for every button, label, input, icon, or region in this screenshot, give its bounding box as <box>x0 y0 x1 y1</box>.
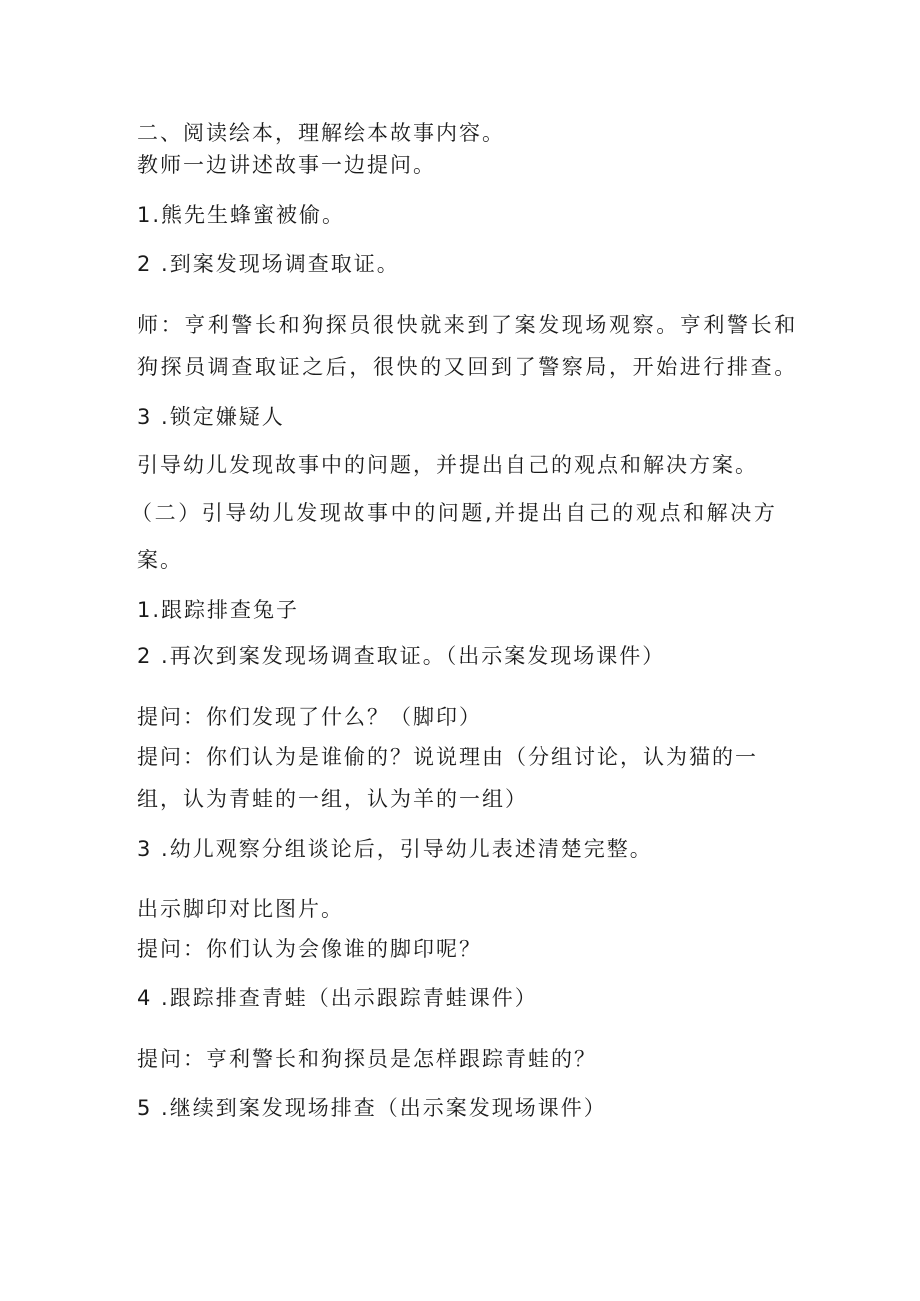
paragraph-line: 师：亨利警长和狗探员很快就来到了案发现场观察。亨利警长和 <box>137 313 798 337</box>
list-item: 3 .锁定嫌疑人 <box>137 405 285 429</box>
list-item: 1.跟踪排查兔子 <box>137 598 300 622</box>
list-item: 1.熊先生蜂蜜被偷。 <box>137 203 346 227</box>
list-item: 3 .幼儿观察分组谈论后，引导幼儿表述清楚完整。 <box>137 837 653 861</box>
paragraph-line: 狗探员调查取证之后，很快的又回到了警察局，开始进行排查。 <box>137 355 798 379</box>
paragraph-line: 提问：你们认为会像谁的脚印呢？ <box>137 937 482 961</box>
paragraph-line: 提问：你们发现了什么？（脚印） <box>137 705 482 729</box>
paragraph-line: 引导幼儿发现故事中的问题，并提出自己的观点和解决方案。 <box>137 453 758 477</box>
subsection-heading: （二）引导幼儿发现故事中的问题,并提出自己的观点和解决方 <box>131 501 778 525</box>
paragraph-line: 组，认为青蛙的一组，认为羊的一组） <box>137 787 528 811</box>
paragraph-line: 出示脚印对比图片。 <box>137 897 344 921</box>
paragraph-line: 案。 <box>137 548 183 572</box>
section-heading: 二、阅读绘本，理解绘本故事内容。 <box>137 121 505 145</box>
paragraph-line: 教师一边讲述故事一边提问。 <box>137 153 436 177</box>
paragraph-line: 提问：你们认为是谁偷的？说说理由（分组讨论，认为猫的一 <box>137 745 758 769</box>
paragraph-line: 提问：亨利警长和狗探员是怎样跟踪青蛙的？ <box>137 1047 597 1071</box>
list-item: 4 .跟踪排查青蛙（出示跟踪青蛙课件） <box>137 986 538 1010</box>
list-item: 5 .继续到案发现场排查（出示案发现场课件） <box>137 1096 607 1120</box>
list-item: 2 .到案发现场调查取证。 <box>137 252 400 276</box>
list-item: 2 .再次到案发现场调查取证。（出示案发现场课件） <box>137 644 666 668</box>
